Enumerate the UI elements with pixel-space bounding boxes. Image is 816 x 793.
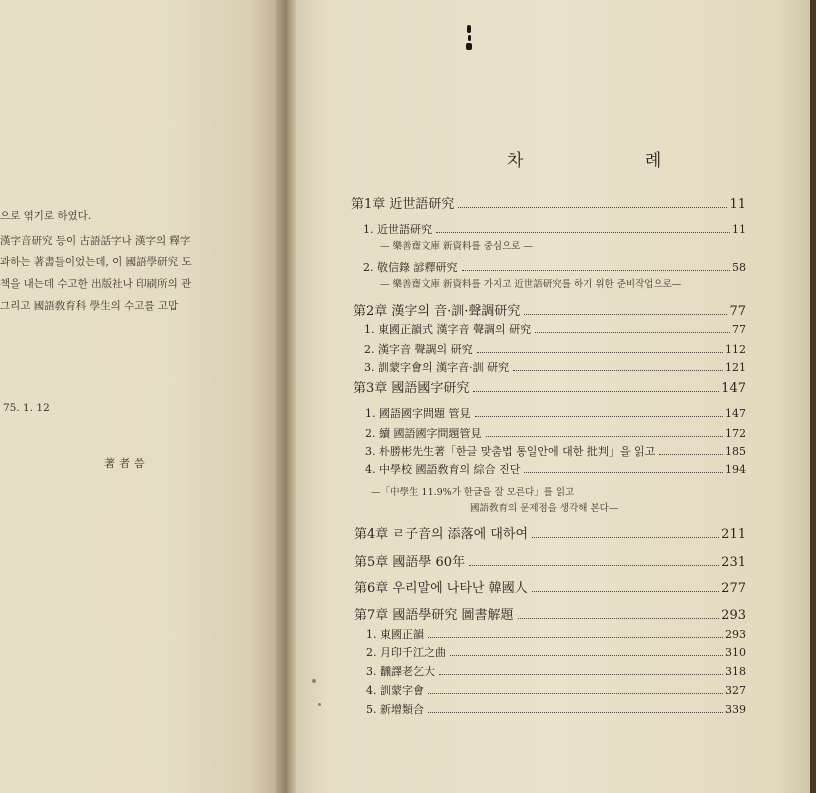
dot-leader — [462, 270, 731, 271]
toc-page-number: 231 — [721, 555, 746, 570]
toc-section-entry — [363, 259, 746, 275]
toc-section-entry — [365, 405, 746, 421]
toc-entry-label: 2. 續 國語國字問題管見 — [365, 427, 482, 440]
toc-entry-label: 第1章 近世語研究 — [351, 197, 455, 212]
dot-leader — [428, 712, 723, 713]
toc-subtitle: 國語敎育의 문제점을 생각해 본다— — [470, 503, 619, 514]
toc-section-entry — [366, 644, 746, 660]
toc-page-number: 112 — [725, 343, 746, 356]
preface-author: 著者씀 — [104, 457, 149, 470]
toc-chapter-entry — [354, 604, 746, 623]
toc-entry-label: 5. 新增類合 — [366, 703, 424, 716]
toc-chapter-entry — [354, 551, 746, 570]
toc-entry-label: 3. 訓蒙字會의 漢字音·訓 研究 — [364, 361, 510, 374]
toc-page-number: 11 — [729, 197, 746, 212]
dot-leader — [513, 370, 723, 371]
page-edge — [810, 0, 816, 793]
dot-leader — [428, 693, 723, 694]
dot-leader — [473, 391, 719, 392]
dot-leader — [450, 655, 723, 656]
dot-leader — [532, 591, 720, 592]
toc-page-number: 327 — [725, 684, 746, 697]
dot-leader — [518, 618, 720, 619]
ink-mark — [466, 25, 472, 51]
toc-entry-label: 第3章 國語國字研究 — [353, 381, 470, 396]
toc-entry-label: 1. 東國正韻式 漢字音 聲調의 研究 — [364, 323, 532, 336]
toc-section-entry — [363, 221, 746, 237]
toc-section-entry — [366, 626, 746, 642]
toc-entry-label: 1. 東國正韻 — [366, 628, 424, 641]
toc-entry-label: 1. 國語國字問題 管見 — [365, 407, 471, 420]
toc-section-entry — [364, 359, 746, 375]
toc-page-number: 77 — [732, 323, 746, 336]
preface-line: 그리고 國語敎育科 學生의 수고를 고맙 — [0, 300, 179, 312]
toc-subtitle: — 樂善齋文庫 新資料를 중심으로 — — [380, 241, 533, 252]
toc-section-entry — [365, 461, 746, 477]
toc-entry-label: 2. 月印千江之曲 — [366, 646, 446, 659]
toc-subtitle: — 樂善齋文庫 新資料를 가지고 近世語研究를 하기 위한 준비작업으로— — [380, 279, 682, 290]
toc-entry-label: 第7章 國語學研究 圖書解題 — [354, 608, 514, 623]
toc-chapter-entry — [353, 377, 746, 396]
dot-leader — [439, 674, 723, 675]
dot-leader — [469, 565, 719, 566]
toc-chapter-entry — [353, 300, 746, 319]
dot-leader — [486, 436, 724, 437]
toc-section-entry — [365, 425, 746, 441]
toc-entry-label: 1. 近世語研究 — [363, 223, 432, 236]
dot-leader — [659, 454, 723, 455]
toc-entry-label: 第6章 우리말에 나타난 韓國人 — [354, 581, 528, 596]
toc-chapter-entry — [351, 193, 746, 212]
dot-leader — [524, 314, 727, 315]
preface-line: 과하는 著書들이었는데, 이 國語學研究 도 — [0, 256, 192, 268]
dot-leader — [532, 537, 719, 538]
toc-page-number: 58 — [732, 261, 746, 274]
toc-page-number: 310 — [725, 646, 746, 659]
toc-page-number: 211 — [721, 527, 746, 542]
toc-page-number: 77 — [729, 304, 746, 319]
toc-entry-label: 3. 朴勝彬先生著「한글 맞춤법 통일안에 대한 批判」을 읽고 — [365, 445, 656, 458]
toc-page-number: 11 — [732, 223, 746, 236]
toc-page-number: 318 — [725, 665, 746, 678]
toc-chapter-entry — [354, 523, 746, 542]
toc-page-number: 339 — [725, 703, 746, 716]
paper-spot — [318, 703, 321, 706]
preface-date: 75. 1. 12 — [3, 402, 50, 414]
dot-leader — [475, 416, 724, 417]
dot-leader — [428, 637, 723, 638]
toc-section-entry — [364, 321, 746, 337]
toc-entry-label: 第2章 漢字의 音·訓·聲調研究 — [353, 304, 521, 319]
toc-page-number: 147 — [725, 407, 746, 420]
left-page — [0, 0, 284, 793]
toc-subtitle: —「中學生 11.9%가 한글을 잘 모른다」를 읽고 — [371, 487, 575, 498]
toc-page-number: 185 — [725, 445, 746, 458]
dot-leader — [477, 352, 723, 353]
book-gutter — [276, 0, 298, 793]
toc-entry-label: 第5章 國語學 60年 — [354, 555, 466, 570]
toc-entry-label: 4. 訓蒙字會 — [366, 684, 424, 697]
toc-section-entry — [364, 341, 746, 357]
toc-page-number: 277 — [721, 581, 746, 596]
toc-entry-label: 4. 中學校 國語敎育의 綜合 진단 — [365, 463, 521, 476]
dot-leader — [458, 207, 727, 208]
toc-section-entry — [366, 682, 746, 698]
toc-page-number: 293 — [725, 628, 746, 641]
preface-line: 漢字音研究 등이 古語話字나 漢字의 釋字 — [0, 235, 191, 247]
toc-chapter-entry — [354, 577, 746, 596]
toc-section-entry — [366, 663, 746, 679]
toc-page-number: 121 — [725, 361, 746, 374]
toc-page-number: 147 — [721, 381, 746, 396]
toc-page-number: 172 — [725, 427, 746, 440]
toc-entry-label: 第4章 ㄹ子音의 添落에 대하여 — [354, 527, 529, 542]
dot-leader — [524, 472, 723, 473]
toc-section-entry — [366, 701, 746, 717]
toc-page-number: 194 — [725, 463, 746, 476]
preface-line: 책을 내는데 수고한 出版社나 印刷所의 관 — [0, 278, 192, 290]
toc-title: 차 례 — [507, 151, 720, 171]
toc-page-number: 293 — [721, 608, 746, 623]
toc-entry-label: 2. 漢字音 聲調의 研究 — [364, 343, 473, 356]
toc-entry-label: 3. 飜譯老乞大 — [366, 665, 435, 678]
toc-entry-label: 2. 敬信錄 諺釋研究 — [363, 261, 458, 274]
paper-spot — [312, 679, 316, 683]
dot-leader — [436, 232, 730, 233]
toc-section-entry — [365, 443, 746, 459]
preface-line: 으로 엮기로 하였다. — [0, 210, 92, 222]
dot-leader — [535, 332, 730, 333]
